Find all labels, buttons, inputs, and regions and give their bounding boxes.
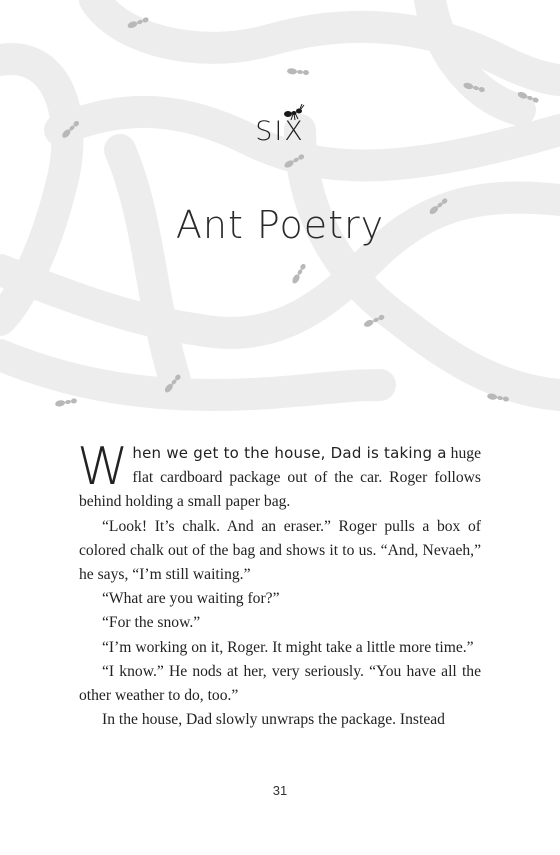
ant xyxy=(55,397,78,407)
paragraph xyxy=(77,437,481,515)
chapter-number: SIX xyxy=(255,116,305,147)
chapter-title: Ant Poetry xyxy=(175,203,385,247)
paragraph: “I know.” He nods at her, very seriously. “You have all the other weather to do, too.” xyxy=(79,662,481,705)
page-number: 31 xyxy=(272,783,288,798)
paragraph: In the house, Dad slowly unwraps the package. Instead xyxy=(102,711,445,729)
paragraph: “For the snow.” xyxy=(102,614,201,632)
ant-trail xyxy=(120,150,175,380)
ant xyxy=(291,263,307,285)
paragraph: “What are you waiting for?” xyxy=(102,590,280,608)
lead-in-text: hen we get to the house, Dad is taking a xyxy=(132,444,447,462)
ant-trail xyxy=(95,0,560,80)
paragraph: “I’m working on it, Roger. It might take a little more time.” xyxy=(102,638,474,656)
drop-cap: W xyxy=(77,437,129,497)
paragraph-text: huge flat cardboard package out of the car. Roger follows behind holding a small paper bag. xyxy=(79,445,481,511)
chapter-body xyxy=(77,437,481,732)
ant xyxy=(287,68,309,76)
paragraph: “Look! It’s chalk. And an eraser.” Roger pulls a box of colored chalk out of the bag and shows it to us. “And, Nevaeh,” he says, “I’m still waiting.” xyxy=(79,517,481,584)
